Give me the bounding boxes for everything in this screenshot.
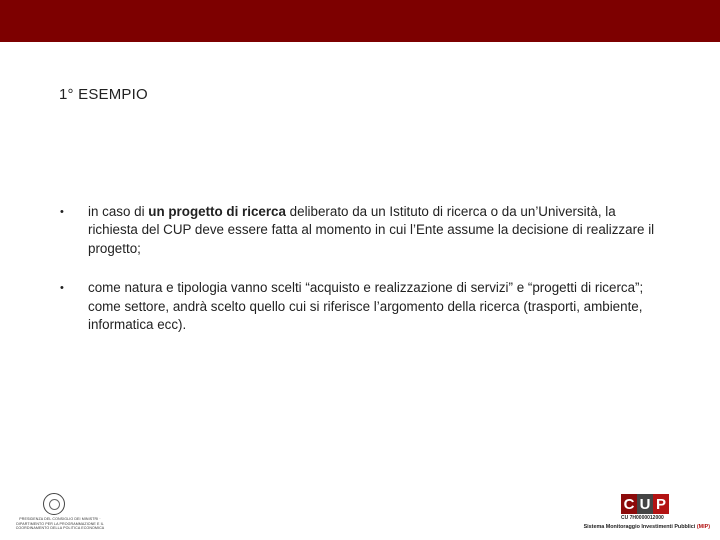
header-bar [0, 0, 720, 42]
cup-code: CU 7H0000012000 [621, 515, 664, 521]
cup-letter-u: U [637, 494, 653, 514]
bullet-item-2 [59, 279, 659, 334]
slide-title: 1° ESEMPIO [59, 86, 148, 103]
cup-acronym: (MIP) [696, 524, 710, 530]
cup-letter-c: C [621, 494, 637, 514]
bullet-marker: • [60, 206, 64, 218]
cup-subtitle [575, 524, 710, 530]
government-logo-caption: PRESIDENZA DEL CONSIGLIO DEI MINISTRI · DIPARTIMENTO PER LA PROGRAMMAZIONE E IL COORDINAMENTO DELLA POLITICA ECONOMICA [15, 517, 105, 531]
bullet-text: come natura e tipologia vanno scelti “acquisto e realizzazione di servizi” e “progetti di ricerca”; come settore, andrà scelto quello cui si riferisce l’argomento della ricerca (trasporti, ambiente, informatica ecc). [88, 280, 644, 333]
bullet-text-start: in caso di [88, 204, 149, 219]
government-logo [12, 493, 108, 533]
bullet-marker: • [60, 282, 64, 295]
bullet-text-end: deliberato da un Istituto di ricerca o da un’Università, la richiesta del CUP deve essere fatta al momento in cui l’Ente assume la decisione di realizzare il progetto; [88, 204, 655, 256]
cup-subtitle-text: Sistema Monitoraggio Investimenti Pubblici [583, 524, 697, 530]
bullet-emphasis: un progetto di ricerca [148, 204, 286, 219]
bullet-item-1 [59, 203, 659, 258]
emblem-icon [43, 493, 65, 515]
cup-logo [575, 494, 710, 534]
cup-letter-p: P [653, 494, 669, 514]
cup-logo-mark [621, 494, 669, 514]
bullet-list [59, 203, 659, 355]
